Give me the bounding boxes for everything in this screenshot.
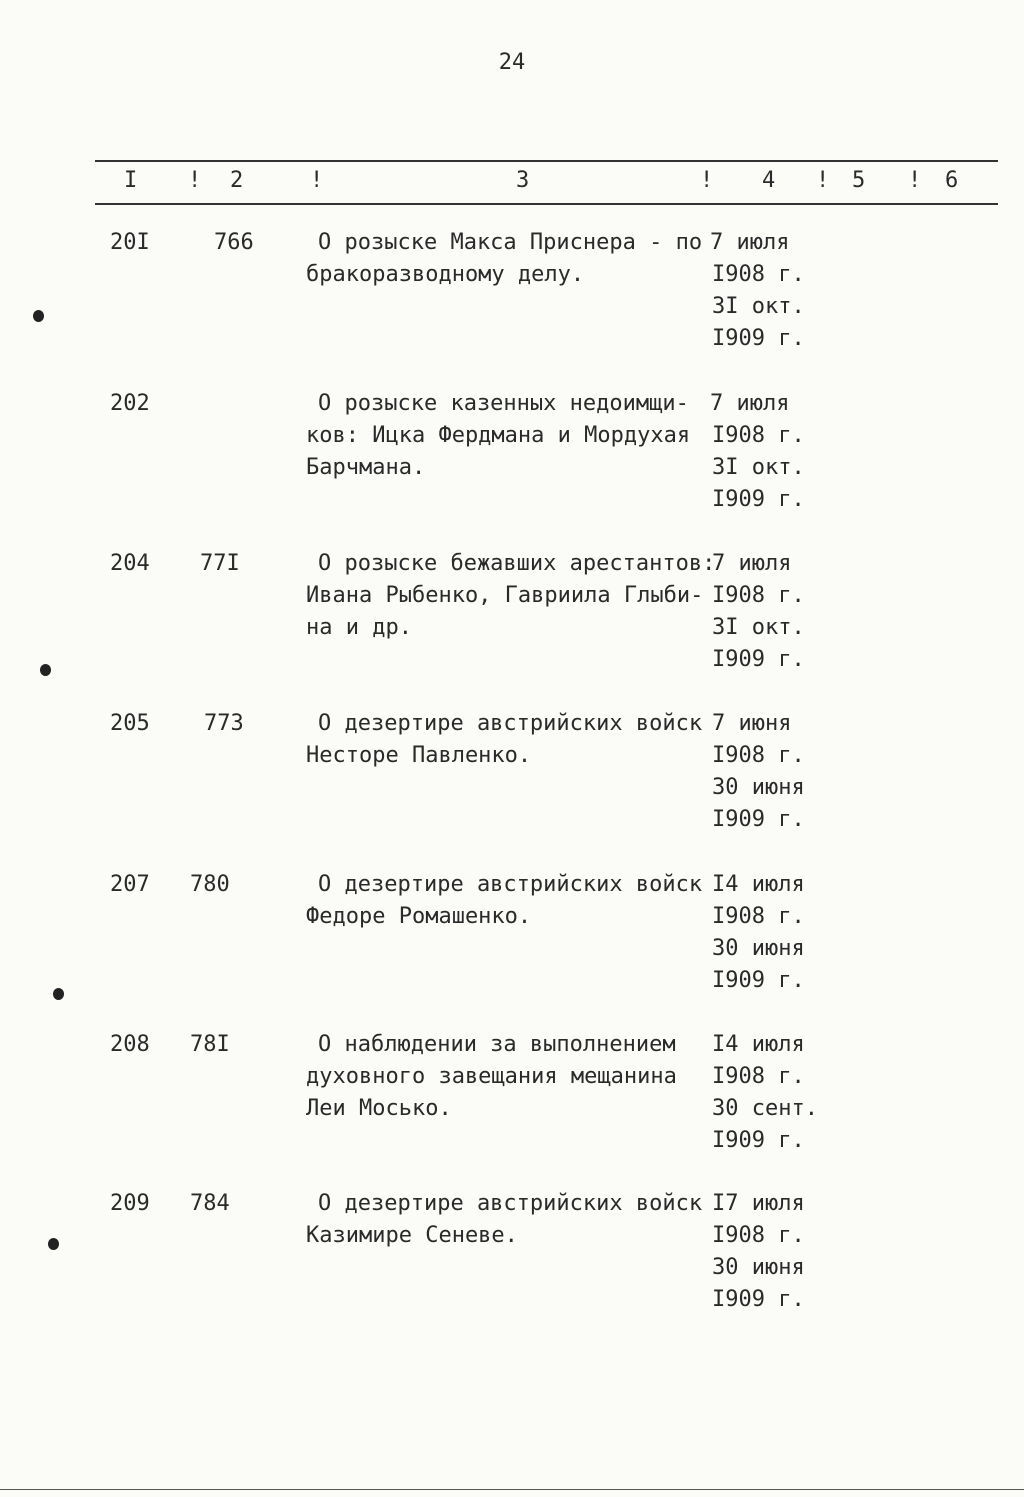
- date-line: I908 г.: [712, 1223, 805, 1248]
- file-number: 77I: [200, 551, 240, 576]
- date-line: 30 июня: [712, 936, 805, 961]
- table-top-rule: [95, 160, 998, 162]
- title-line: О розыске Макса Приснера - по: [318, 230, 703, 255]
- file-number: 766: [214, 230, 254, 255]
- header-col-6: 6: [945, 168, 959, 193]
- title-line: Ивана Рыбенко, Гавриила Глыби-: [306, 583, 704, 608]
- row-number: 209: [110, 1191, 150, 1216]
- row-number: 208: [110, 1032, 150, 1057]
- header-col-5: 5: [852, 168, 866, 193]
- date-line: I908 г.: [712, 904, 805, 929]
- page-bottom-edge: [0, 1489, 1024, 1490]
- date-line: I908 г.: [712, 743, 805, 768]
- row-number: 204: [110, 551, 150, 576]
- file-number: 78I: [190, 1032, 230, 1057]
- binder-hole-mark: [33, 310, 44, 322]
- row-number: 207: [110, 872, 150, 897]
- date-line: I908 г.: [712, 1064, 805, 1089]
- date-line: 7 июля: [710, 391, 790, 416]
- date-line: I909 г.: [712, 807, 805, 832]
- date-line: 7 июля: [712, 551, 792, 576]
- date-line: 30 июня: [712, 1255, 805, 1280]
- page-number: 24: [498, 50, 526, 75]
- header-col-3: 3: [516, 168, 530, 193]
- row-number: 205: [110, 711, 150, 736]
- header-separator: !: [310, 168, 324, 193]
- binder-hole-mark: [48, 1238, 59, 1250]
- header-separator: !: [908, 168, 922, 193]
- date-line: I909 г.: [712, 487, 805, 512]
- date-line: I909 г.: [712, 326, 805, 351]
- date-line: I909 г.: [712, 647, 805, 672]
- header-col-4: 4: [762, 168, 776, 193]
- title-line: Федоре Ромашенко.: [306, 904, 532, 929]
- title-line: О дезертире австрийских войск: [318, 1191, 703, 1216]
- title-line: Леи Мосько.: [306, 1096, 452, 1121]
- date-line: I4 июля: [712, 1032, 805, 1057]
- header-bottom-rule: [95, 203, 998, 205]
- title-line: духовного завещания мещанина: [306, 1064, 677, 1089]
- title-line: на и др.: [306, 615, 412, 640]
- date-line: 7 июля: [710, 230, 790, 255]
- row-number: 202: [110, 391, 150, 416]
- title-line: О дезертире австрийских войск: [318, 872, 703, 897]
- title-line: Казимире Сеневе.: [306, 1223, 518, 1248]
- file-number: 780: [190, 872, 230, 897]
- date-line: 3I окт.: [712, 615, 805, 640]
- date-line: I908 г.: [712, 423, 805, 448]
- title-line: бракоразводному делу.: [306, 262, 585, 287]
- row-number: 20I: [110, 230, 150, 255]
- title-line: О розыске казенных недоимщи-: [318, 391, 689, 416]
- header-separator: !: [188, 168, 202, 193]
- header-col-1: I: [124, 168, 138, 193]
- date-line: 3I окт.: [712, 294, 805, 319]
- date-line: I909 г.: [712, 1128, 805, 1153]
- date-line: I908 г.: [712, 583, 805, 608]
- date-line: 30 сент.: [712, 1096, 818, 1121]
- title-line: Несторе Павленко.: [306, 743, 532, 768]
- title-line: О розыске бежавших арестантов:: [318, 551, 716, 576]
- header-col-2: 2: [230, 168, 244, 193]
- date-line: I909 г.: [712, 968, 805, 993]
- date-line: I7 июля: [712, 1191, 805, 1216]
- date-line: 3I окт.: [712, 455, 805, 480]
- binder-hole-mark: [40, 664, 51, 676]
- file-number: 784: [190, 1191, 230, 1216]
- header-separator: !: [816, 168, 830, 193]
- title-line: ков: Ицка Фердмана и Мордухая: [306, 423, 691, 448]
- date-line: 30 июня: [712, 775, 805, 800]
- title-line: Барчмана.: [306, 455, 426, 480]
- date-line: 7 июня: [712, 711, 792, 736]
- date-line: I4 июля: [712, 872, 805, 897]
- title-line: О дезертире австрийских войск: [318, 711, 703, 736]
- binder-hole-mark: [53, 988, 64, 1000]
- header-separator: !: [700, 168, 714, 193]
- date-line: I908 г.: [712, 262, 805, 287]
- date-line: I909 г.: [712, 1287, 805, 1312]
- title-line: О наблюдении за выполнением: [318, 1032, 676, 1057]
- file-number: 773: [204, 711, 244, 736]
